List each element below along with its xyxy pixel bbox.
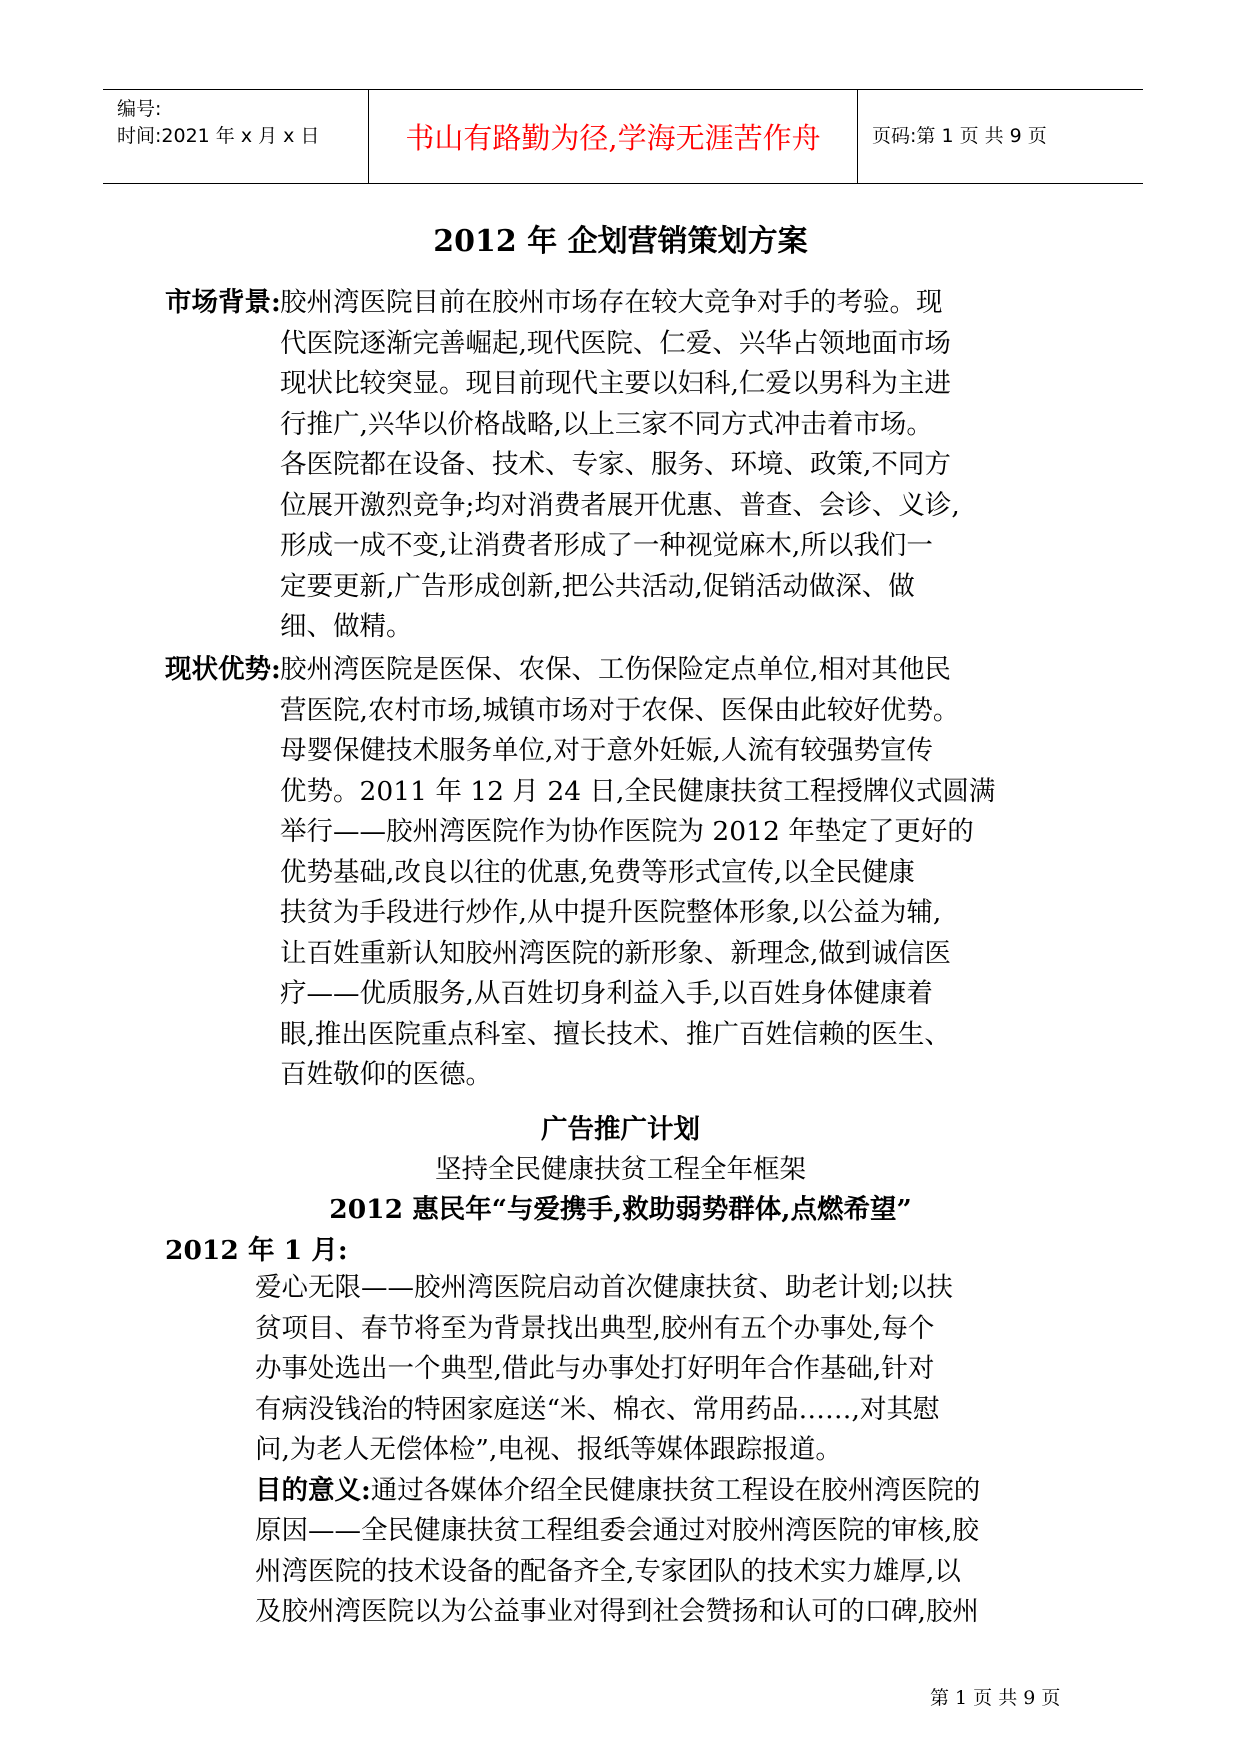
text-line: 扶贫为手段进行炒作,从中提升医院整体形象,以公益为辅, bbox=[280, 897, 942, 928]
advantage-label: 现状优势: bbox=[165, 654, 281, 685]
text-line: 爱心无限——胶州湾医院启动首次健康扶贫、助老计划;以扶 bbox=[255, 1272, 953, 1303]
text-line: 办事处选出一个典型,借此与办事处打好明年合作基础,针对 bbox=[255, 1353, 935, 1384]
page-header bbox=[103, 89, 1143, 184]
text-line: 母婴保健技术服务单位,对于意外妊娠,人流有较强势宣传 bbox=[280, 735, 933, 766]
purpose-label: 目的意义: bbox=[255, 1474, 371, 1506]
text-line: 胶州湾医院是医保、农保、工伤保险定点单位,相对其他民 bbox=[280, 654, 951, 685]
header-page-label: 页码:第 1 页 共 9 页 bbox=[872, 125, 1047, 147]
plan-subheading: 坚持全民健康扶贫工程全年框架 bbox=[435, 1154, 806, 1185]
text-line: 有病没钱治的特困家庭送“米、棉衣、常用药品……,对其慰 bbox=[255, 1393, 940, 1425]
text-line: 疗——优质服务,从百姓切身利益入手,以百姓身体健康着 bbox=[280, 978, 933, 1009]
text-line: 形成一成不变,让消费者形成了一种视觉麻木,所以我们一 bbox=[280, 530, 933, 561]
market-text bbox=[280, 283, 1105, 648]
purpose-line bbox=[255, 1471, 1155, 1512]
text-line: 百姓敬仰的医德。 bbox=[280, 1059, 492, 1090]
time-label: 时间:2021 年 x 月 x 日 bbox=[117, 125, 320, 147]
text-line: 州湾医院的技术设备的配备齐全,专家团队的技术实力雄厚,以 bbox=[255, 1555, 961, 1587]
advantage-text bbox=[280, 650, 1105, 1096]
text-line: 代医院逐渐完善崛起,现代医院、仁爱、兴华占领地面市场 bbox=[280, 327, 951, 359]
text-line: 营医院,农村市场,城镇市场对于农保、医保由此较好优势。 bbox=[280, 694, 960, 726]
text-line: 各医院都在设备、技术、专家、服务、环境、政策,不同方 bbox=[280, 449, 951, 480]
header-left-cell bbox=[103, 90, 368, 183]
text-line: 贫项目、春节将至为背景找出典型,胶州有五个办事处,每个 bbox=[255, 1312, 935, 1344]
plan-heading: 广告推广计划 bbox=[541, 1114, 700, 1145]
plan-slogan: 2012 惠民年“与爱携手,救助弱势群体,点燃希望” bbox=[329, 1194, 912, 1225]
text-line: 行推广,兴华以价格战略,以上三家不同方式冲击着市场。 bbox=[280, 408, 933, 440]
market-background-section bbox=[165, 283, 1105, 648]
text-line: 优势。2011 年 12 月 24 日,全民健康扶贫工程授牌仪式圆满 bbox=[280, 775, 996, 807]
january-heading: 2012 年 1 月: bbox=[165, 1235, 348, 1266]
text-line: 现状比较突显。现目前现代主要以妇科,仁爱以男科为主进 bbox=[280, 368, 951, 399]
text-line: 位展开激烈竞争;均对消费者展开优惠、普查、会诊、义诊, bbox=[280, 489, 960, 521]
january-text bbox=[255, 1268, 1155, 1633]
advantage-section bbox=[165, 650, 1105, 1096]
text-line: 胶州湾医院目前在胶州市场存在较大竞争对手的考验。现 bbox=[280, 287, 943, 318]
text-line: 及胶州湾医院以为公益事业对得到社会赞扬和认可的口碑,胶州 bbox=[255, 1596, 979, 1627]
text-line: 问,为老人无偿体检”,电视、报纸等媒体跟踪报道。 bbox=[255, 1434, 842, 1465]
document-title: 2012 年 企划营销策划方案 bbox=[433, 224, 808, 259]
text-line: 眼,推出医院重点科室、擅长技术、推广百姓信赖的医生、 bbox=[280, 1018, 951, 1050]
text-line: 细、做精。 bbox=[280, 611, 413, 642]
header-motto: 书山有路勤为径,学海无涯苦作舟 bbox=[368, 90, 858, 183]
serial-label: 编号: bbox=[117, 98, 162, 120]
purpose-first-line: 通过各媒体介绍全民健康扶贫工程设在胶州湾医院的 bbox=[370, 1474, 981, 1506]
text-line: 优势基础,改良以往的优惠,免费等形式宣传,以全民健康 bbox=[280, 856, 915, 888]
market-label: 市场背景: bbox=[165, 287, 281, 318]
page-footer: 第 1 页 共 9 页 bbox=[930, 1687, 1061, 1709]
text-line: 原因——全民健康扶贫工程组委会通过对胶州湾医院的审核,胶 bbox=[255, 1515, 979, 1546]
text-line: 定要更新,广告形成创新,把公共活动,促销活动做深、做 bbox=[280, 570, 915, 602]
text-line: 让百姓重新认知胶州湾医院的新形象、新理念,做到诚信医 bbox=[280, 937, 951, 969]
text-line: 举行——胶州湾医院作为协作医院为 2012 年垫定了更好的 bbox=[280, 816, 974, 847]
